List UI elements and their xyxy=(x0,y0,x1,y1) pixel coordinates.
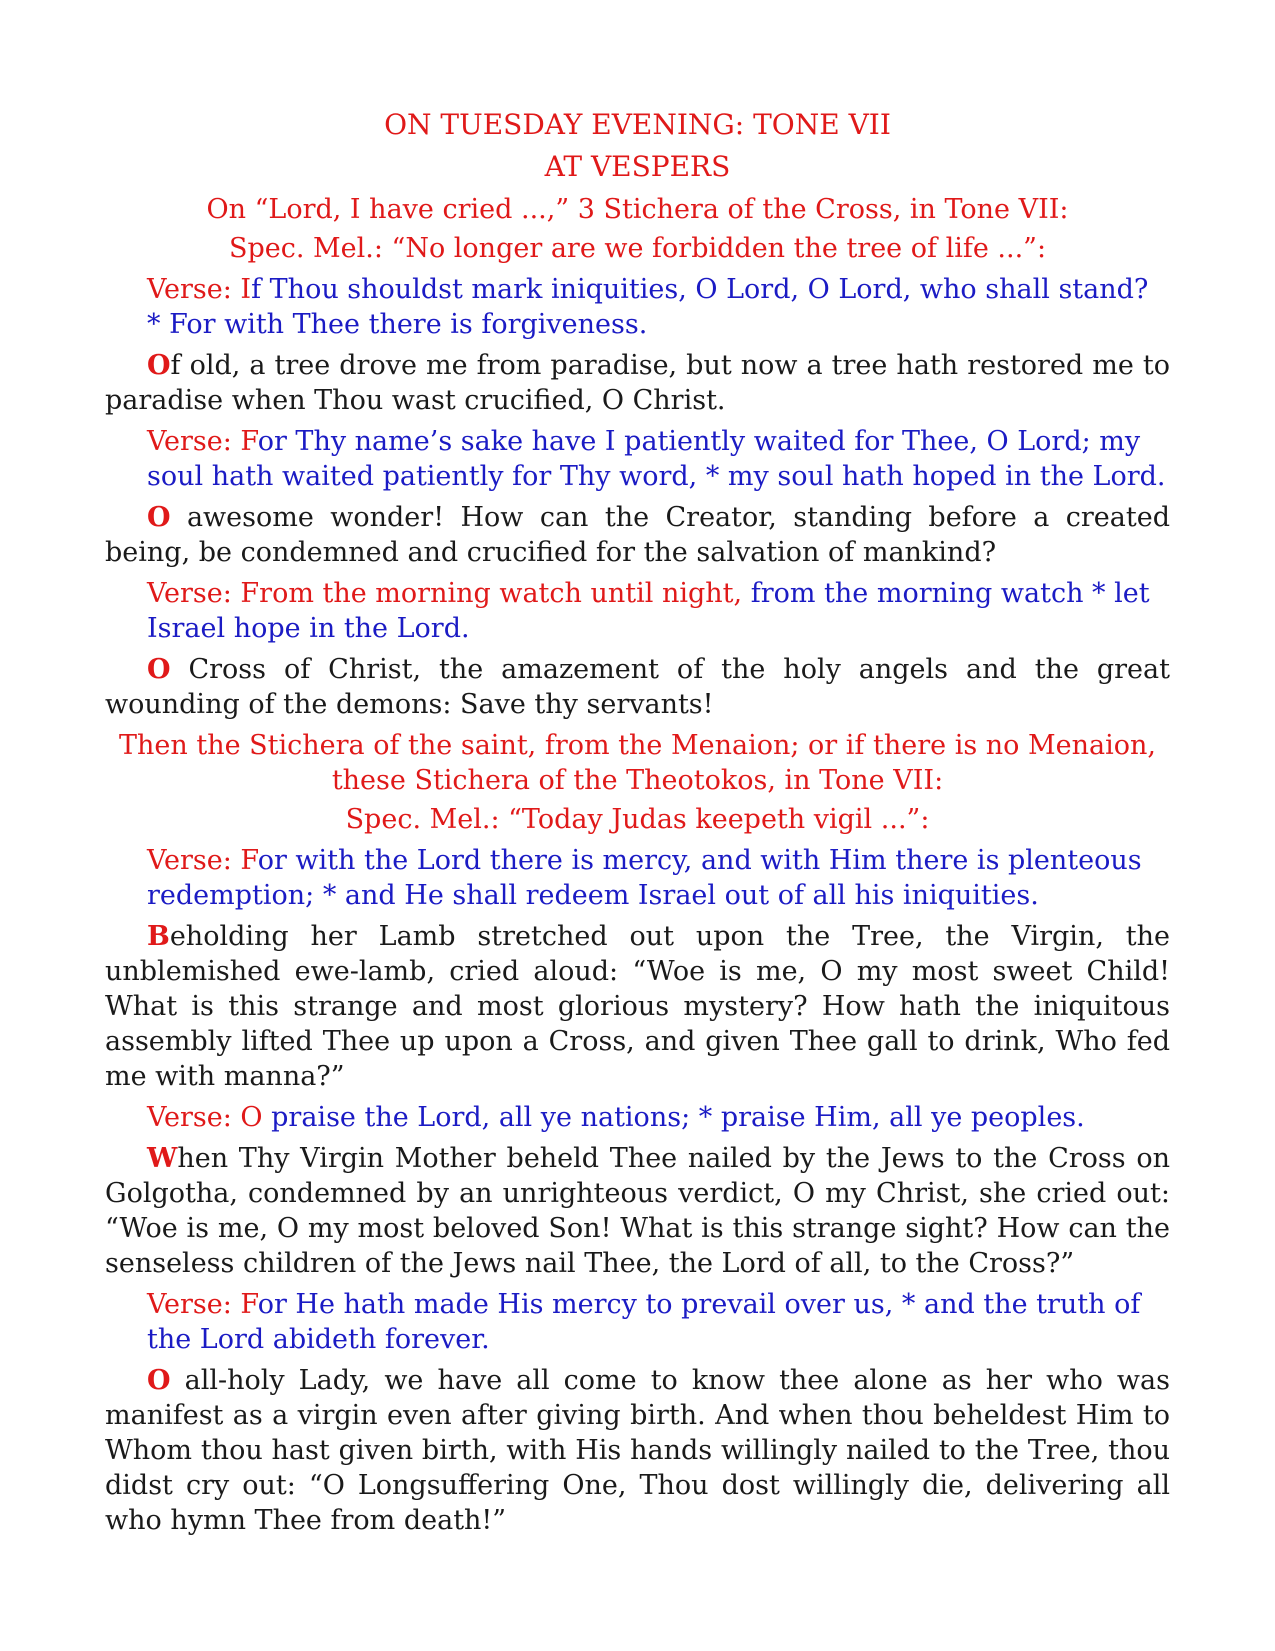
rubric-1: On “Lord, I have cried ...,” 3 Stichera of the Cross, in Tone VII: xyxy=(206,194,1069,225)
rubric-4: Spec. Mel.: “Today Judas keepeth vigil ...”: xyxy=(345,804,930,835)
rubric-3: Then the Stichera of the saint, from the Menaion; or if there is no Menaion, these Stichera of the Theotokos, in Tone VII: xyxy=(119,730,1156,796)
title-line-2: AT VESPERS xyxy=(544,150,731,183)
verse-6: Verse: For He hath made His mercy to prevail over us, * and the truth of the Lord abideth forever. xyxy=(147,1289,1141,1355)
verse-1: Verse: If Thou shouldst mark iniquities, O Lord, O Lord, who shall stand? * For with Thee there is forgiveness. xyxy=(147,274,1149,340)
title-line-1: ON TUESDAY EVENING: TONE VII xyxy=(384,108,891,141)
verse-2: Verse: For Thy name’s sake have I patiently waited for Thee, O Lord; my soul hath waited patiently for Thy word, * my soul hath hoped in the Lord. xyxy=(147,426,1166,492)
document-page xyxy=(105,104,1170,1544)
drop-cap: O xyxy=(147,350,171,381)
rubric-2: Spec. Mel.: “No longer are we forbidden the tree of life ...”: xyxy=(228,233,1047,264)
sticheron-6: O all-holy Lady, we have all come to know thee alone as her who was manifest as a virgin even after giving birth. And when thou beheldest Him to Whom thou hast given birth, with His hands willingly nailed to the Tree, thou didst cry out: “O Longsuffering One, Thou dost willingly die, delivering all who hymn Thee from death!” xyxy=(105,1365,1170,1536)
drop-cap: O xyxy=(147,502,171,533)
drop-cap: O xyxy=(147,654,171,685)
sticheron-5: When Thy Virgin Mother beheld Thee nailed by the Jews to the Cross on Golgotha, condemned by an unrighteous verdict, O my Christ, she cried out: “Woe is me, O my most beloved Son! What is this strange sight? How can the senseless children of the Jews nail Thee, the Lord of all, to the Cross?” xyxy=(105,1143,1170,1279)
drop-cap: B xyxy=(147,921,170,952)
drop-cap: W xyxy=(147,1143,178,1174)
page-title xyxy=(105,104,1170,188)
verse-4: Verse: For with the Lord there is mercy, and with Him there is plenteous redemption; * and He shall redeem Israel out of all his iniquities. xyxy=(147,845,1142,911)
sticheron-3: O Cross of Christ, the amazement of the holy angels and the great wounding of the demons: Save thy servants! xyxy=(105,654,1170,720)
sticheron-2: O awesome wonder! How can the Creator, standing before a created being, be condemned and crucified for the salvation of mankind? xyxy=(105,502,1170,568)
sticheron-4: Beholding her Lamb stretched out upon the Tree, the Virgin, the unblemished ewe-lamb, cried aloud: “Woe is me, O my most sweet Child! What is this strange and most glorious mystery? How hath the iniquitous assembly lifted Thee up upon a Cross, and given Thee gall to drink, Who fed me with manna?” xyxy=(105,921,1170,1092)
verse-3: Verse: From the morning watch until night, from the morning watch * let Israel hope in the Lord. xyxy=(147,578,1150,644)
drop-cap: O xyxy=(147,1365,171,1396)
sticheron-1: Of old, a tree drove me from paradise, but now a tree hath restored me to paradise when Thou wast crucified, O Christ. xyxy=(105,350,1170,416)
verse-5: Verse: O praise the Lord, all ye nations; * praise Him, all ye peoples. xyxy=(147,1102,1085,1133)
